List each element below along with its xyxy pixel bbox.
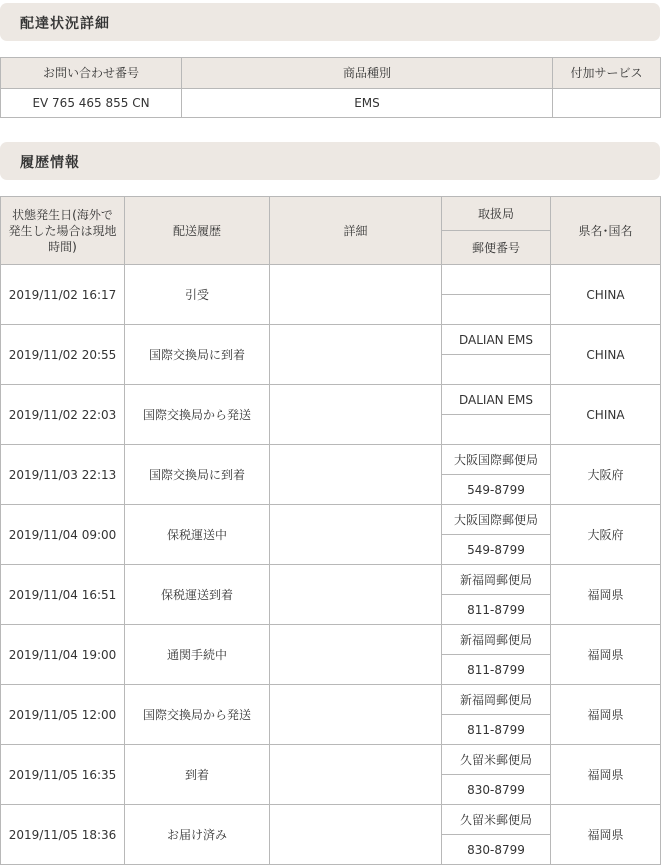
history-postal	[442, 295, 551, 325]
history-status: お届け済み	[125, 805, 270, 865]
history-office: DALIAN EMS	[442, 325, 551, 355]
history-status: 通関手続中	[125, 625, 270, 685]
col-header-office: 取扱局	[442, 197, 551, 231]
history-region: 福岡県	[551, 625, 661, 685]
history-title: 履歴情報	[20, 155, 80, 171]
history-office: 大阪国際郵便局	[442, 445, 551, 475]
history-detail	[270, 445, 442, 505]
history-table	[0, 196, 661, 865]
history-region: CHINA	[551, 325, 661, 385]
history-row	[1, 445, 661, 475]
history-status: 国際交換局に到着	[125, 325, 270, 385]
history-date: 2019/11/04 19:00	[1, 625, 125, 685]
history-row	[1, 805, 661, 835]
history-region: 福岡県	[551, 745, 661, 805]
history-status: 国際交換局から発送	[125, 385, 270, 445]
history-office: 大阪国際郵便局	[442, 505, 551, 535]
history-detail	[270, 625, 442, 685]
history-date: 2019/11/02 20:55	[1, 325, 125, 385]
history-row	[1, 385, 661, 415]
history-detail	[270, 325, 442, 385]
history-date: 2019/11/05 12:00	[1, 685, 125, 745]
col-header-status: 配送履歴	[125, 197, 270, 265]
history-detail	[270, 505, 442, 565]
history-detail	[270, 745, 442, 805]
col-header-tracking-number: お問い合わせ番号	[1, 58, 182, 89]
history-office: 新福岡郵便局	[442, 685, 551, 715]
history-region: 福岡県	[551, 565, 661, 625]
history-status: 到着	[125, 745, 270, 805]
history-status: 保税運送中	[125, 505, 270, 565]
history-region: CHINA	[551, 385, 661, 445]
history-date: 2019/11/05 18:36	[1, 805, 125, 865]
delivery-status-title: 配達状況詳細	[20, 16, 110, 32]
history-row	[1, 565, 661, 595]
history-row	[1, 745, 661, 775]
history-row	[1, 625, 661, 655]
history-postal: 549-8799	[442, 475, 551, 505]
history-region: 大阪府	[551, 445, 661, 505]
history-postal: 549-8799	[442, 535, 551, 565]
additional-service	[553, 89, 661, 118]
history-detail	[270, 685, 442, 745]
history-date: 2019/11/02 16:17	[1, 265, 125, 325]
history-postal: 830-8799	[442, 775, 551, 805]
product-type: EMS	[182, 89, 553, 118]
history-detail	[270, 385, 442, 445]
col-header-date: 状態発生日(海外で発生した場合は現地時間)	[1, 197, 125, 265]
history-date: 2019/11/04 16:51	[1, 565, 125, 625]
delivery-status-header	[0, 3, 660, 41]
history-postal: 811-8799	[442, 655, 551, 685]
history-detail	[270, 265, 442, 325]
history-office: 新福岡郵便局	[442, 565, 551, 595]
history-office: DALIAN EMS	[442, 385, 551, 415]
history-header	[0, 142, 660, 180]
history-region: 大阪府	[551, 505, 661, 565]
history-region: 福岡県	[551, 805, 661, 865]
history-postal: 830-8799	[442, 835, 551, 865]
history-row	[1, 325, 661, 355]
history-status: 引受	[125, 265, 270, 325]
history-postal	[442, 355, 551, 385]
history-date: 2019/11/03 22:13	[1, 445, 125, 505]
history-region: CHINA	[551, 265, 661, 325]
history-status: 国際交換局に到着	[125, 445, 270, 505]
col-header-postal: 郵便番号	[442, 231, 551, 265]
history-date: 2019/11/04 09:00	[1, 505, 125, 565]
history-postal: 811-8799	[442, 595, 551, 625]
history-row	[1, 685, 661, 715]
history-detail	[270, 805, 442, 865]
summary-table	[0, 57, 661, 118]
col-header-additional-service: 付加サービス	[553, 58, 661, 89]
history-office: 久留米郵便局	[442, 745, 551, 775]
history-date: 2019/11/02 22:03	[1, 385, 125, 445]
history-office: 新福岡郵便局	[442, 625, 551, 655]
tracking-number: EV 765 465 855 CN	[1, 89, 182, 118]
history-office	[442, 265, 551, 295]
history-region: 福岡県	[551, 685, 661, 745]
col-header-product-type: 商品種別	[182, 58, 553, 89]
history-date: 2019/11/05 16:35	[1, 745, 125, 805]
history-status: 保税運送到着	[125, 565, 270, 625]
history-status: 国際交換局から発送	[125, 685, 270, 745]
col-header-region: 県名･国名	[551, 197, 661, 265]
history-postal	[442, 415, 551, 445]
col-header-detail: 詳細	[270, 197, 442, 265]
history-postal: 811-8799	[442, 715, 551, 745]
history-row	[1, 265, 661, 295]
history-row	[1, 505, 661, 535]
history-office: 久留米郵便局	[442, 805, 551, 835]
history-detail	[270, 565, 442, 625]
